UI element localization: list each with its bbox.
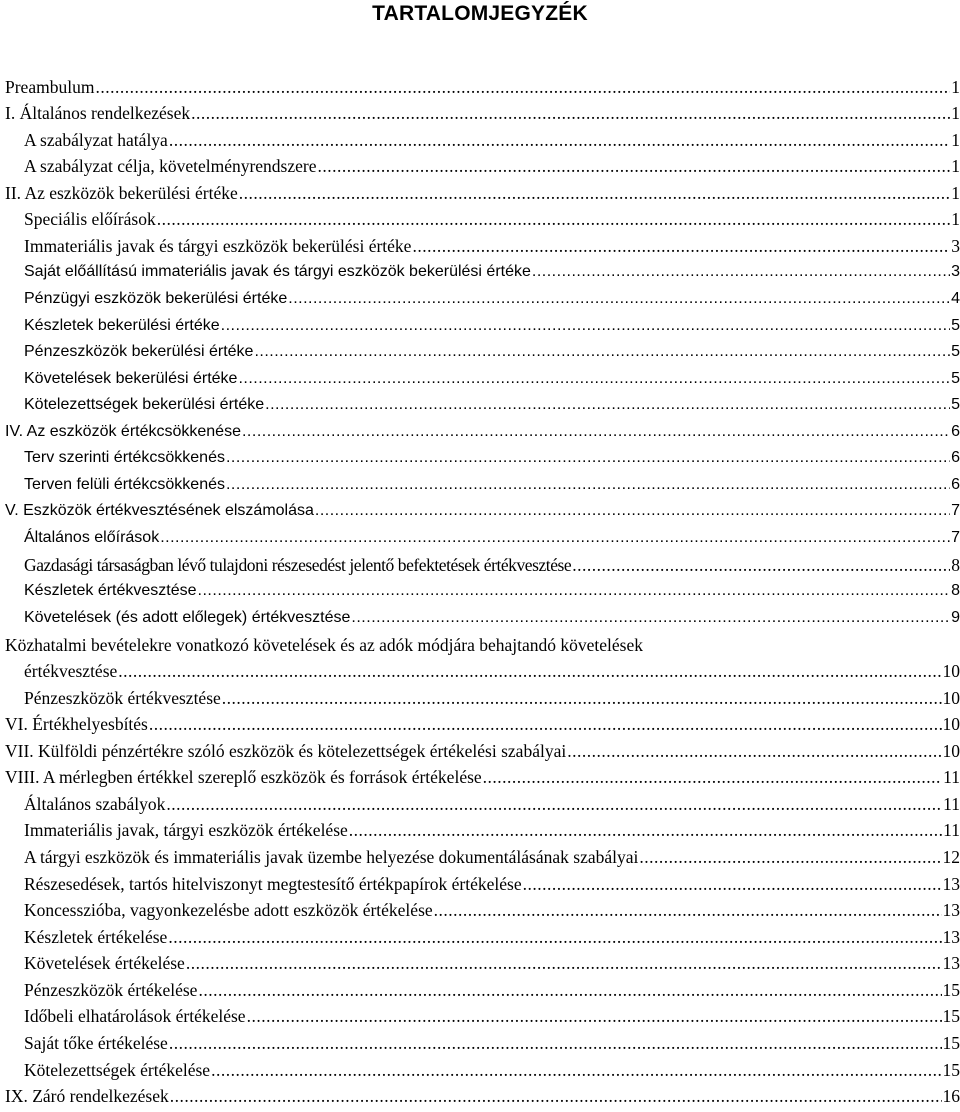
toc-entry[interactable] [0,127,960,153]
toc-dot-leader [434,897,942,923]
toc-page-number: 15 [942,1006,960,1026]
toc-entry-line [24,685,960,711]
toc-dot-leader [186,950,942,976]
toc-dot-leader [95,74,950,100]
toc-entry-line [24,605,960,631]
toc-dot-leader [160,525,950,551]
toc-entry-title: Közhatalmi bevételekre vonatkozó követelések és az adók módjára behajtandó követelések [5,635,643,655]
toc-entry-title: Pénzeszközök bekerülési értéke [24,343,254,360]
toc-entry-title: Saját tőke értékelése [24,1033,168,1053]
toc-entry[interactable] [0,897,960,923]
toc-page-number: 13 [942,953,960,973]
toc-entry-line [24,366,960,392]
toc-page-number: 1 [951,77,960,97]
toc-entry-title: Készletek értékvesztése [24,582,197,599]
toc-dot-leader [265,392,950,418]
toc-page-number: 10 [942,741,960,761]
toc-entry-line [24,259,960,285]
toc-entry[interactable] [0,764,960,790]
toc-page-number: 11 [943,794,960,814]
toc-entry[interactable] [0,100,960,126]
toc-entry-line [5,419,960,445]
toc-entry[interactable] [0,738,960,764]
toc-entry-line [24,578,960,604]
toc-entry-title: Készletek bekerülési értéke [24,317,220,334]
toc-dot-leader [567,738,941,764]
toc-entry-title: Követelések értékelése [24,953,185,973]
toc-page-number: 1 [951,183,960,203]
toc-dot-leader [523,871,942,897]
toc-page-number: 8 [951,555,960,575]
toc-entry[interactable] [0,419,960,445]
toc-page-number: 10 [942,661,960,681]
toc-entry-title: A szabályzat hatálya [24,130,168,150]
toc-dot-leader [247,1003,942,1029]
toc-page-number: 1 [951,209,960,229]
toc-entry[interactable] [0,817,960,843]
toc-dot-leader [170,1083,942,1109]
toc-entry-title: Immateriális javak, tárgyi eszközök értékelése [24,820,348,840]
toc-page-number: 15 [942,1033,960,1053]
toc-entry-line [24,791,960,817]
toc-entry-title: A szabályzat célja, követelményrendszere [24,156,317,176]
toc-entry[interactable] [0,286,960,312]
toc-entry[interactable] [0,1057,960,1083]
toc-page-number: 3 [951,263,960,280]
toc-entry[interactable] [0,632,960,658]
toc-page-number: 1 [951,103,960,123]
toc-entry[interactable] [0,685,960,711]
toc-entry-line [24,233,960,259]
toc-page-number: 7 [951,529,960,546]
toc-entry-line [24,339,960,365]
toc-dot-leader [483,764,942,790]
toc-entry-line [24,313,960,339]
toc-page-number: 6 [951,476,960,493]
toc-entry-title: VI. Értékhelyesbítés [5,714,148,734]
toc-entry-line [24,817,960,843]
toc-entry-title: Követelések (és adott előlegek) értékvesztése [24,609,351,626]
toc-entry-line [24,897,960,923]
toc-page-number: 4 [951,290,960,307]
toc-dot-leader [532,259,950,285]
toc-entry-title: Immateriális javak és tárgyi eszközök bekerülési értéke [24,236,412,256]
toc-entry-title: VIII. A mérlegben értékkel szereplő eszközök és források értékelése [5,767,482,787]
toc-dot-leader [198,977,941,1003]
toc-page-number: 13 [942,874,960,894]
toc-page-number: 13 [942,927,960,947]
toc-entry-line [24,1030,960,1056]
toc-entry[interactable] [0,1030,960,1056]
toc-entry[interactable] [0,339,960,365]
toc-entry-line [24,658,960,684]
toc-entry-line [5,632,960,658]
toc-entry-title: Pénzeszközök értékelése [24,980,198,1000]
toc-entry-line [24,445,960,471]
toc-entry[interactable] [0,658,960,684]
toc-page-number: 5 [951,343,960,360]
toc-entry-title: Saját előállítású immateriális javak és tárgyi eszközök bekerülési értéke [24,263,531,280]
toc-entry[interactable] [0,950,960,976]
toc-entry[interactable] [0,366,960,392]
toc-dot-leader [221,313,950,339]
toc-page-number: 11 [943,767,960,787]
toc-page-number: 5 [951,396,960,413]
toc-dot-leader [315,498,950,524]
toc-page-number: 1 [951,156,960,176]
toc-dot-leader [198,578,950,604]
toc-entry[interactable] [0,259,960,285]
toc-page-number: 15 [942,1060,960,1080]
toc-dot-leader [226,472,950,498]
toc-dot-leader [191,100,950,126]
toc-dot-leader [639,844,941,870]
toc-entry[interactable] [0,525,960,551]
toc-entry-title: Terven felüli értékcsökkenés [24,476,225,493]
toc-entry-title: Terv szerinti értékcsökkenés [24,449,225,466]
toc-entry-title: Gazdasági társaságban lévő tulajdoni részesedést jelentő befektetések értékvesztése [24,555,572,575]
toc-entry-line [24,552,960,578]
toc-entry-line [5,100,960,126]
toc-page-number: 1 [951,130,960,150]
toc-entry-line [24,206,960,232]
toc-entry[interactable] [0,977,960,1003]
toc-entry-line [24,844,960,870]
toc-entry-title: IX. Záró rendelkezések [5,1086,169,1106]
toc-entry[interactable] [0,924,960,950]
toc-entry-title: Kötelezettségek bekerülési értéke [24,396,265,413]
toc-dot-leader [168,924,941,950]
page-title: TARTALOMJEGYZÉK [372,2,588,25]
toc-dot-leader [254,339,950,365]
toc-entry-title: Általános előírások [24,529,160,546]
toc-entry-title: V. Eszközök értékvesztésének elszámolása [5,502,314,519]
toc-entry[interactable] [0,1083,960,1109]
toc-page-number: 8 [951,582,960,599]
toc-entry-title: Speciális előírások [24,209,156,229]
toc-page-number: 5 [951,317,960,334]
toc-entry[interactable] [0,445,960,471]
toc-page-number: 5 [951,370,960,387]
toc-entry[interactable] [0,206,960,232]
toc-entry[interactable] [0,791,960,817]
toc-entry[interactable] [0,871,960,897]
toc-page-number: 6 [951,449,960,466]
toc-dot-leader [412,233,950,259]
toc-dot-leader [572,552,950,578]
toc-entry-line [5,74,960,100]
toc-dot-leader [211,1057,941,1083]
toc-entry[interactable] [0,711,960,737]
toc-entry-title: Követelések bekerülési értéke [24,370,238,387]
toc-dot-leader [351,605,950,631]
toc-entry[interactable] [0,153,960,179]
toc-entry-title: I. Általános rendelkezések [5,103,191,123]
toc-page-number: 12 [942,847,960,867]
toc-dot-leader [318,153,951,179]
toc-entry-title: Készletek értékelése [24,927,168,947]
toc-page-number: 9 [951,609,960,626]
toc-entry[interactable] [0,392,960,418]
toc-entry-title: Pénzügyi eszközök bekerülési értéke [24,290,288,307]
toc-page-number: 6 [951,423,960,440]
toc-entry-line [24,1057,960,1083]
toc-page-number: 10 [942,714,960,734]
toc-entry-title: Általános szabályok [24,794,166,814]
toc-entry[interactable] [0,74,960,100]
toc-dot-leader [222,685,942,711]
toc-entry-title: értékvesztése [24,661,118,681]
toc-page-number: 7 [951,502,960,519]
toc-page-number: 15 [942,980,960,1000]
toc-entry-title: Preambulum [5,77,95,97]
toc-entry-title: Részesedések, tartós hitelviszonyt megtestesítő értékpapírok értékelése [24,874,522,894]
toc-dot-leader [238,366,950,392]
toc-entry[interactable] [0,233,960,259]
toc-entry[interactable] [0,498,960,524]
toc-page-number: 11 [943,820,960,840]
toc-entry-line [5,498,960,524]
toc-dot-leader [242,419,950,445]
toc-dot-leader [239,180,950,206]
toc-page-number: 10 [942,688,960,708]
toc-page-number: 16 [942,1086,960,1106]
toc-entry-line [24,977,960,1003]
toc-entry[interactable] [0,844,960,870]
toc-entry-line [24,286,960,312]
toc-entry-line [24,871,960,897]
toc-entry-title: A tárgyi eszközök és immateriális javak üzembe helyezése dokumentálásának szabályai [24,847,639,867]
toc-dot-leader [166,791,942,817]
toc-entry-title: IV. Az eszközök értékcsökkenése [5,423,241,440]
toc-dot-leader [169,1030,942,1056]
toc-entry-title: Koncesszióba, vagyonkezelésbe adott eszközök értékelése [24,900,433,920]
toc-page-number: 3 [951,236,960,256]
toc-entry-title: II. Az eszközök bekerülési értéke [5,183,238,203]
toc-entry[interactable] [0,472,960,498]
toc-entry-line [5,764,960,790]
toc-entry[interactable] [0,552,960,578]
toc-entry[interactable] [0,313,960,339]
toc-dot-leader [169,127,950,153]
toc-entry-title: Időbeli elhatárolások értékelése [24,1006,246,1026]
toc-entry-line [24,924,960,950]
toc-entry[interactable] [0,578,960,604]
toc-entry-line [5,180,960,206]
toc-entry[interactable] [0,180,960,206]
toc-entry-line [24,472,960,498]
toc-entry-line [24,392,960,418]
toc-dot-leader [349,817,942,843]
toc-entry-line [24,127,960,153]
toc-dot-leader [118,658,941,684]
toc-entry[interactable] [0,1003,960,1029]
toc-dot-leader [288,286,950,312]
toc-entry-line [5,711,960,737]
toc-entry-line [5,1083,960,1109]
toc-dot-leader [149,711,942,737]
toc-entry-line [24,950,960,976]
toc-entry-line [24,525,960,551]
toc-entry-title: Pénzeszközök értékvesztése [24,688,221,708]
toc-dot-leader [226,445,950,471]
toc-dot-leader [157,206,950,232]
toc-page-number: 13 [942,900,960,920]
toc-entry-title: VII. Külföldi pénzértékre szóló eszközök és kötelezettségek értékelési szabályai [5,741,567,761]
toc-entry-line [24,153,960,179]
toc-entry-line [24,1003,960,1029]
toc-entry[interactable] [0,605,960,631]
toc-entry-title: Kötelezettségek értékelése [24,1060,211,1080]
toc-entry-line [5,738,960,764]
